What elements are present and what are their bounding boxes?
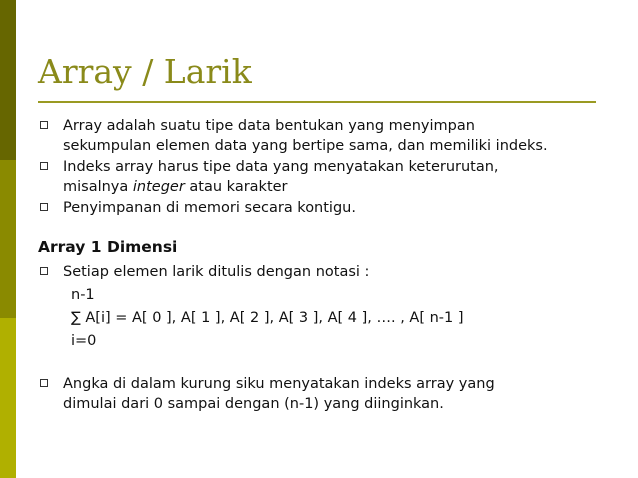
square-bullet-icon bbox=[40, 121, 48, 129]
square-bullet-icon bbox=[40, 267, 48, 275]
bullet-text: Indeks array harus tipe data yang menyatakan keterurutan, bbox=[63, 159, 499, 175]
section-heading: Array 1 Dimensi bbox=[38, 238, 178, 256]
bullet-text: sekumpulan elemen data yang bertipe sama, dan memiliki indeks. bbox=[63, 138, 548, 154]
bullet-item bbox=[38, 262, 618, 282]
formula-upper-limit: n-1 bbox=[71, 287, 95, 303]
square-bullet-icon bbox=[40, 203, 48, 211]
sidebar-band-light bbox=[0, 318, 16, 478]
square-bullet-icon bbox=[40, 162, 48, 170]
formula-expression: ∑ A[i] = A[ 0 ], A[ 1 ], A[ 2 ], A[ 3 ], A[ 4 ], …. , A[ n-1 ] bbox=[71, 310, 464, 326]
sidebar-decoration bbox=[0, 0, 16, 478]
text-segment: atau karakter bbox=[184, 179, 288, 195]
slide-content bbox=[38, 116, 618, 414]
bullet-item bbox=[38, 374, 618, 414]
bullet-item bbox=[38, 198, 618, 218]
sidebar-band-dark bbox=[0, 0, 16, 160]
bullet-text: Setiap elemen larik ditulis dengan notasi : bbox=[63, 264, 370, 280]
bullet-text: Array adalah suatu tipe data bentukan yang menyimpan bbox=[63, 118, 475, 134]
bullet-text: dimulai dari 0 sampai dengan (n-1) yang diinginkan. bbox=[63, 396, 444, 412]
sidebar-band-mid bbox=[0, 160, 16, 318]
square-bullet-icon bbox=[40, 379, 48, 387]
italic-term: integer bbox=[132, 179, 185, 195]
bullet-text: Penyimpanan di memori secara kontigu. bbox=[63, 200, 356, 216]
bullet-text-mixed bbox=[63, 177, 618, 197]
summation-formula bbox=[38, 284, 618, 353]
bullet-text: Angka di dalam kurung siku menyatakan indeks array yang bbox=[63, 376, 495, 392]
text-segment: misalnya bbox=[63, 179, 133, 195]
slide-title: Array / Larik bbox=[38, 52, 252, 91]
bullet-item bbox=[38, 157, 618, 197]
bullet-item bbox=[38, 116, 618, 156]
title-underline bbox=[38, 101, 596, 103]
formula-lower-limit: i=0 bbox=[71, 333, 97, 349]
